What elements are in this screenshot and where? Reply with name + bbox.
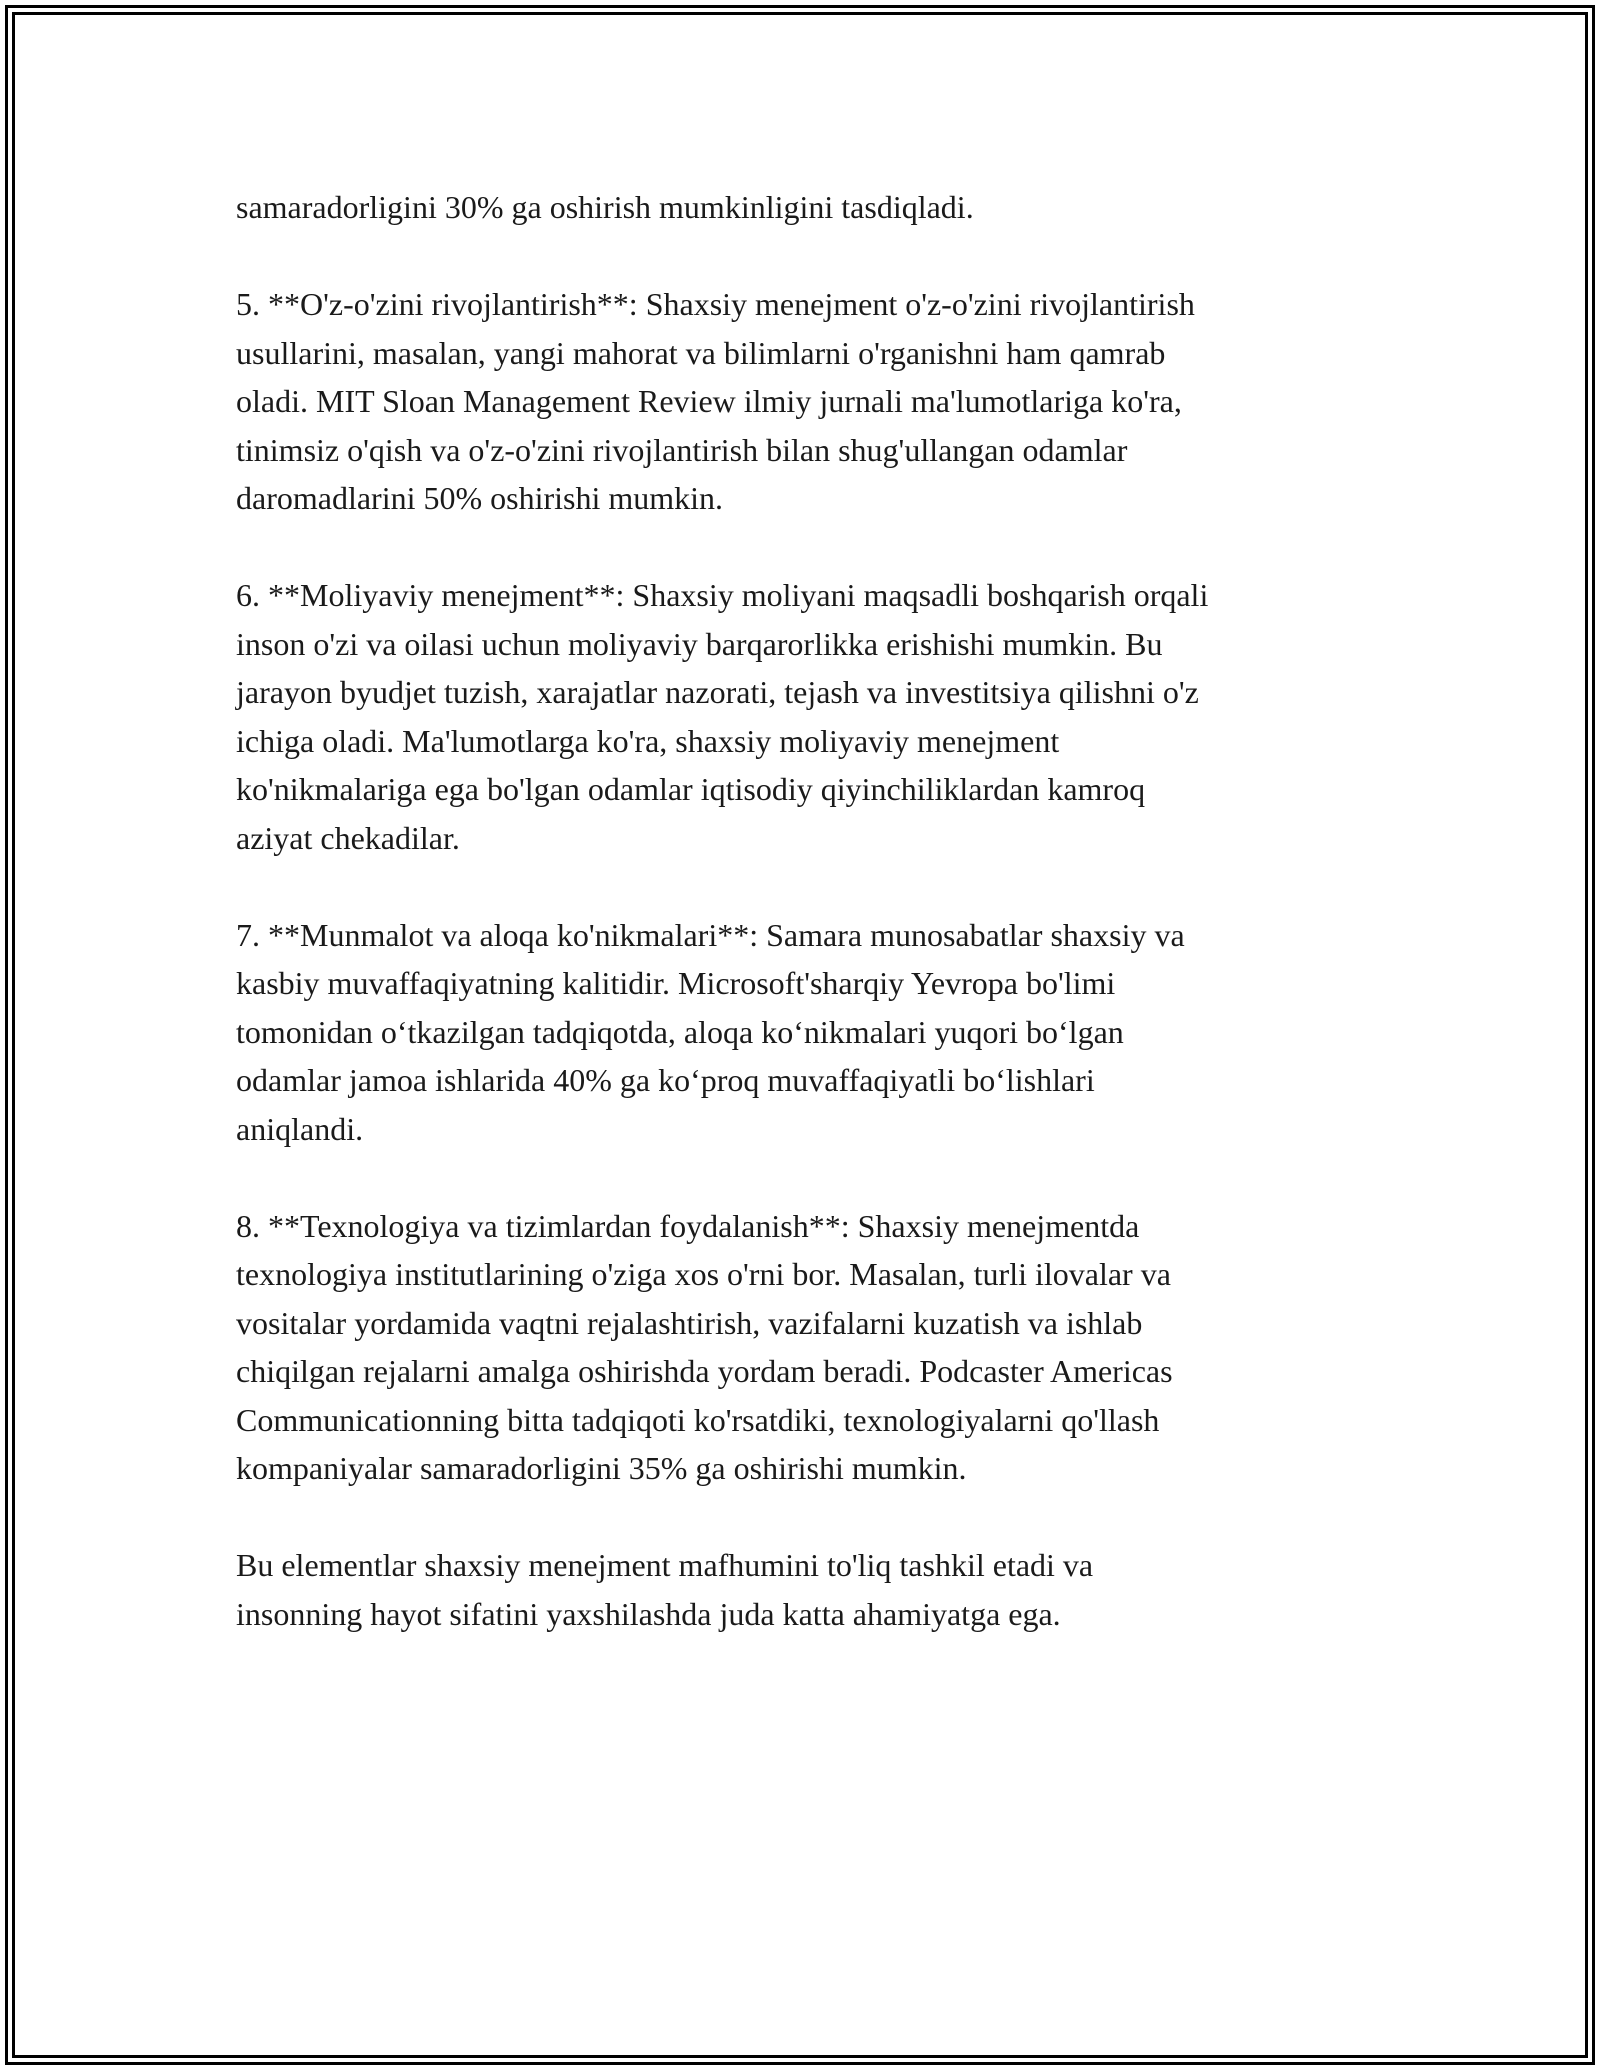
text-line: kasbiy muvaffaqiyatning kalitidir. Microsoft'sharqiy Yevropa bo'limi — [236, 965, 1116, 1001]
text-line: insonning hayot sifatini yaxshilashda juda katta ahamiyatga ega. — [236, 1595, 1061, 1632]
paragraph-conclusion — [236, 1541, 1366, 1638]
paragraph-item-8 — [236, 1202, 1366, 1493]
text-line: daromadlarini 50% oshirishi mumkin. — [236, 480, 724, 516]
text-line: usullarini, masalan, yangi mahorat va bilimlarni o'rganishni ham qamrab — [236, 334, 1166, 371]
text-line: tinimsiz o'qish va o'z-o'zini rivojlantirish bilan shug'ullangan odamlar — [236, 431, 1128, 468]
text-line: chiqilgan rejalarni amalga oshirishda yordam beradi. Podcaster Americas — [236, 1353, 1173, 1389]
text-line: ichiga oladi. Ma'lumotlarga ko'ra, shaxsiy moliyaviy menejment — [236, 722, 1060, 759]
paragraph-item-6 — [236, 571, 1366, 862]
text-line: texnologiya institutlarining o'ziga xos o'rni bor. Masalan, turli ilovalar va — [236, 1256, 1171, 1292]
text-line: oladi. MIT Sloan Management Review ilmiy jurnali ma'lumotlariga ko'ra, — [236, 383, 1182, 419]
text-line: 5. **O'z-o'zini rivojlantirish**: Shaxsiy menejment o'z-o'zini rivojlantirish — [236, 286, 1195, 322]
text-line: ko'nikmalariga ega bo'lgan odamlar iqtisodiy qiyinchiliklardan kamroq — [236, 771, 1146, 807]
text-line: vositalar yordamida vaqtni rejalashtirish, vazifalarni kuzatish va ishlab — [236, 1304, 1143, 1341]
paragraph-item-7 — [236, 911, 1366, 1154]
text-line: samaradorligini 30% ga oshirish mumkinligini tasdiqladi. — [236, 189, 974, 225]
text-line: odamlar jamoa ishlarida 40% ga ko‘proq muvaffaqiyatli bo‘lishlari — [236, 1062, 1095, 1098]
paragraph-item-5 — [236, 280, 1366, 523]
text-line: aziyat chekadilar. — [236, 819, 460, 856]
text-line: 7. **Munmalot va aloqa ko'nikmalari**: Samara munosabatlar shaxsiy va — [236, 916, 1185, 953]
text-line: tomonidan o‘tkazilgan tadqiqotda, aloqa ko‘nikmalari yuqori bo‘lgan — [236, 1013, 1124, 1050]
text-line: jarayon byudjet tuzish, xarajatlar nazorati, tejash va investitsiya qilishni o'z — [236, 674, 1199, 710]
paragraph-continuation — [236, 183, 1366, 232]
text-line: inson o'zi va oilasi uchun moliyaviy barqarorlikka erishishi mumkin. Bu — [236, 625, 1163, 662]
text-line: 8. **Texnologiya va tizimlardan foydalanish**: Shaxsiy menejmentda — [236, 1207, 1140, 1244]
text-line: Bu elementlar shaxsiy menejment mafhumini to'liq tashkil etadi va — [236, 1547, 1094, 1583]
document-body — [236, 183, 1366, 1687]
text-line: 6. **Moliyaviy menejment**: Shaxsiy moliyani maqsadli boshqarish orqali — [236, 577, 1209, 613]
text-line: kompaniyalar samaradorligini 35% ga oshirishi mumkin. — [236, 1450, 967, 1486]
text-line: Communicationning bitta tadqiqoti ko'rsatdiki, texnologiyalarni qo'llash — [236, 1401, 1160, 1438]
text-line: aniqlandi. — [236, 1110, 364, 1147]
